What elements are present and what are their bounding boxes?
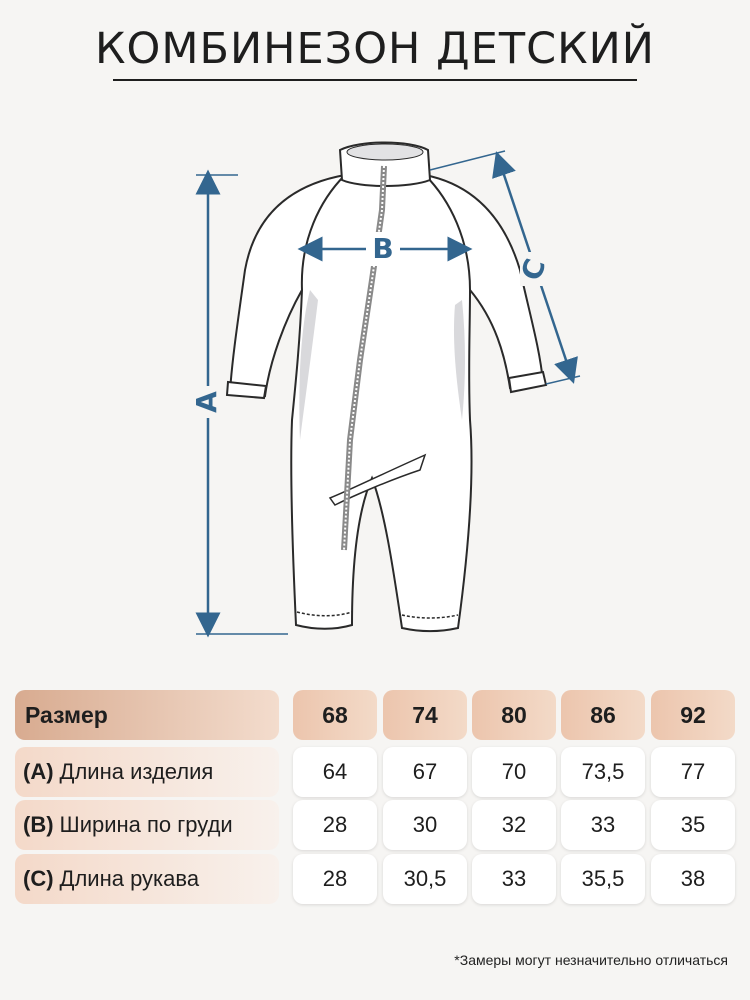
row-code-b: (B) xyxy=(23,812,54,837)
row-text-a: Длина изделия xyxy=(59,759,214,784)
table-row xyxy=(15,747,735,797)
size-header-label: Размер xyxy=(15,690,279,740)
table-row xyxy=(15,854,735,904)
size-header-row xyxy=(15,690,735,740)
table-cell: 73,5 xyxy=(561,747,645,797)
row-label-c xyxy=(15,854,279,904)
table-cell: 30 xyxy=(383,800,467,850)
row-text-c: Длина рукава xyxy=(59,866,200,891)
footnote: *Замеры могут незначительно отличаться xyxy=(454,952,728,968)
table-row xyxy=(15,800,735,850)
left-cuff xyxy=(227,382,266,398)
table-cell: 38 xyxy=(651,854,735,904)
row-label-b xyxy=(15,800,279,850)
row-text-b: Ширина по груди xyxy=(59,812,233,837)
table-cell: 35,5 xyxy=(561,854,645,904)
table-cell: 28 xyxy=(293,800,377,850)
size-92: 92 xyxy=(651,690,735,740)
table-cell: 30,5 xyxy=(383,854,467,904)
page-title: КОМБИНЕЗОН ДЕТСКИЙ xyxy=(95,24,655,74)
table-cell: 32 xyxy=(472,800,556,850)
size-80: 80 xyxy=(472,690,556,740)
row-label-a xyxy=(15,747,279,797)
row-code-c: (C) xyxy=(23,866,54,891)
dimension-c-label: C xyxy=(514,254,553,285)
table-cell: 70 xyxy=(472,747,556,797)
table-cell: 35 xyxy=(651,800,735,850)
row-code-a: (A) xyxy=(23,759,54,784)
table-cell: 33 xyxy=(561,800,645,850)
table-cell: 77 xyxy=(651,747,735,797)
size-68: 68 xyxy=(293,690,377,740)
size-74: 74 xyxy=(383,690,467,740)
dimension-a-label: A xyxy=(190,391,223,413)
table-cell: 28 xyxy=(293,854,377,904)
table-cell: 67 xyxy=(383,747,467,797)
table-cell: 64 xyxy=(293,747,377,797)
table-cell: 33 xyxy=(472,854,556,904)
size-86: 86 xyxy=(561,690,645,740)
dimension-b-label: B xyxy=(372,232,394,265)
collar-inner xyxy=(347,144,423,160)
